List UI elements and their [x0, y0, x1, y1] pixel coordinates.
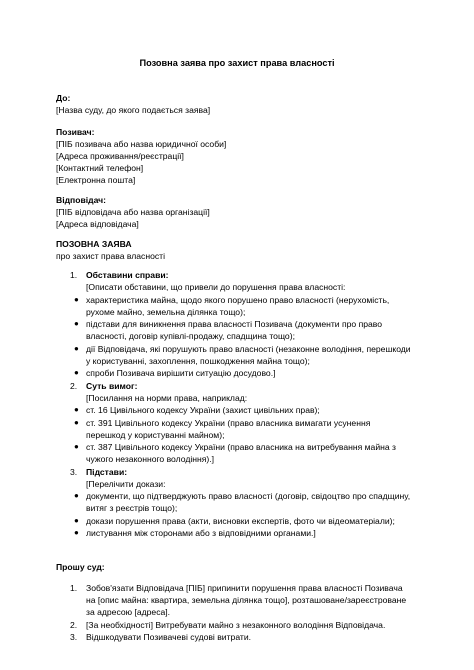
request-text: Відшкодувати Позивачеві судові витрати. [86, 632, 252, 642]
defendant-block [56, 194, 210, 230]
claim-heading: ПОЗОВНА ЗАЯВА [56, 239, 132, 249]
request-text: Зобов'язати Відповідача [ПІБ] припинити порушення права власності Позивача [86, 583, 403, 593]
claim-heading-block [56, 238, 165, 262]
section-intro: [Описати обставини, що привели до порушення права власності: [86, 282, 346, 292]
bullet-icon: ● [74, 405, 79, 414]
defendant-name-placeholder: [ПІБ відповідача або назва організації] [56, 207, 210, 217]
bullet-icon: ● [74, 442, 79, 451]
list-item-text: у користуванні, захоплення, пошкодження майна тощо); [86, 356, 310, 366]
plaintiff-email-placeholder: [Електронна пошта] [56, 175, 136, 185]
plaintiff-phone-placeholder: [Контактний телефон] [56, 163, 144, 173]
request-text: [За необхідності] Витребувати майно з незаконного володіння Відповідача. [86, 620, 386, 630]
court-name-placeholder: [Назва суду, до якого подається заява] [56, 105, 211, 115]
list-item-text: характеристика майна, щодо якого порушено право власності (нерухомість, [86, 295, 390, 305]
list-item-text: ст. 387 Цивільного кодексу України (право власника на витребування майна з [86, 442, 396, 452]
bullet-icon: ● [74, 516, 79, 525]
list-item-text: ст. 391 Цивільного кодексу України (право власника вимагати усунення [86, 418, 371, 428]
section-title: Суть вимог: [86, 381, 138, 391]
bullet-icon: ● [74, 319, 79, 328]
claim-subheading: про захист права власності [56, 251, 166, 261]
request-text: за адресою [адреса]. [86, 607, 171, 617]
section-title: Підстави: [86, 467, 128, 477]
plaintiff-block [56, 126, 226, 186]
defendant-address-placeholder: [Адреса відповідача] [56, 219, 139, 229]
bullet-icon: ● [74, 295, 79, 304]
plaintiff-name-placeholder: [ПІБ позивача або назва юридичної особи] [56, 139, 227, 149]
list-item-text: перешкод у користуванні майном); [86, 430, 225, 440]
plaintiff-address-placeholder: [Адреса проживання/реєстрації] [56, 151, 184, 161]
list-item-text: рухоме майно, земельна ділянка тощо); [86, 307, 246, 317]
plaintiff-label: Позивач: [56, 127, 95, 137]
section-number: 2. [70, 381, 78, 391]
list-item-text: докази порушення права (акти, висновки експертів, фото чи відеоматеріали); [86, 516, 395, 526]
request-number: 2. [70, 620, 78, 630]
request-heading: Прошу суд: [56, 562, 105, 572]
defendant-label: Відповідач: [56, 195, 107, 205]
list-item-text: власності, договір купівлі-продажу, спадщина тощо); [86, 331, 295, 341]
list-item-text: підстави для виникнення права власності Позивача (документи про право [86, 319, 383, 329]
bullet-icon: ● [74, 368, 79, 377]
list-item-text: документи, що підтверджують право власності (договір, свідоцтво про спадщину, [86, 491, 411, 501]
bullet-icon: ● [74, 491, 79, 500]
list-item-text: ст. 16 Цивільного кодексу України (захист цивільних прав); [86, 405, 320, 415]
list-item-text: спроби Позивача вирішити ситуацію досудово.] [86, 368, 276, 378]
to-block [56, 92, 210, 116]
section-title: Обставини справи: [86, 270, 169, 280]
request-number: 3. [70, 632, 78, 642]
list-item-text: чужого незаконного володіння).] [86, 454, 215, 464]
list-item-text: витяг з реєстрів тощо); [86, 503, 178, 513]
section-intro: [Посилання на норми права, наприклад: [86, 393, 248, 403]
list-item-text: дії Відповідача, які порушують право власності (незаконне володіння, перешкоди [86, 344, 411, 354]
section-number: 1. [70, 270, 78, 280]
bullet-icon: ● [74, 418, 79, 427]
section-intro: [Перелічити докази: [86, 479, 166, 489]
request-text: на [опис майна: квартира, земельна ділянка тощо], розташоване/зареєстроване [86, 595, 407, 605]
bullet-icon: ● [74, 344, 79, 353]
document-title: Позовна заява про захист права власності [139, 58, 335, 68]
bullet-icon: ● [74, 528, 79, 537]
to-label: До: [56, 93, 71, 103]
section-number: 3. [70, 467, 78, 477]
list-item-text: листування між сторонами або з відповідними органами.] [86, 528, 316, 538]
request-number: 1. [70, 583, 78, 593]
